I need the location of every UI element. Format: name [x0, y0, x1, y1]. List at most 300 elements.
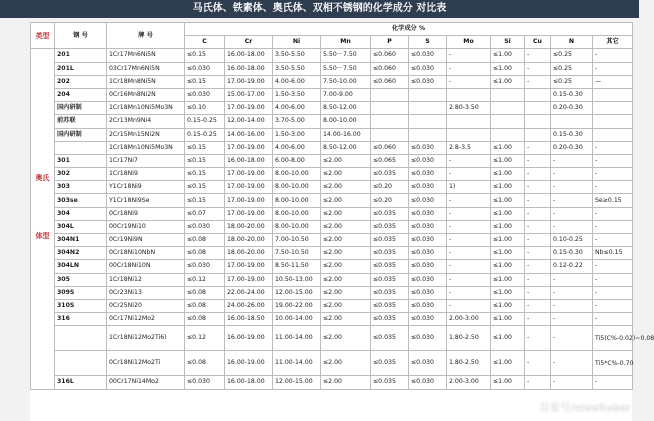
- value-cell: ≤1.00: [491, 168, 525, 181]
- brand-cell: 1Cr18Ni9: [107, 168, 185, 181]
- value-cell: ≤2.00: [321, 194, 371, 207]
- brand-cell: 1Cr18Ni12Mo2Ti6): [107, 326, 185, 351]
- value-cell: ≤2.00: [321, 234, 371, 247]
- value-cell: -: [551, 194, 593, 207]
- value-cell: [593, 115, 633, 128]
- value-cell: -: [447, 168, 491, 181]
- value-cell: -: [447, 154, 491, 167]
- value-cell: ≤0.030: [409, 75, 447, 88]
- value-cell: ≤2.00: [321, 220, 371, 233]
- value-cell: ≤0.060: [371, 49, 409, 62]
- value-cell: -: [551, 326, 593, 351]
- value-cell: 24.00-26.00: [225, 299, 273, 312]
- value-cell: ≤0.035: [371, 234, 409, 247]
- brand-cell: 00Cr18Ni10N: [107, 260, 185, 273]
- value-cell: [409, 115, 447, 128]
- value-cell: -: [593, 273, 633, 286]
- value-cell: ≤0.08: [185, 351, 225, 376]
- header-grade: 钢 号: [55, 23, 107, 49]
- grade-cell: 309S: [55, 286, 107, 299]
- value-cell: ≤0.030: [409, 273, 447, 286]
- value-cell: ≤0.20: [371, 181, 409, 194]
- value-cell: -: [593, 220, 633, 233]
- value-cell: 0.20-0.30: [551, 102, 593, 115]
- value-cell: ≤0.035: [371, 326, 409, 351]
- value-cell: -: [551, 351, 593, 376]
- brand-cell: 1Cr18Mn10Ni5Mo3N: [107, 141, 185, 154]
- value-cell: ≤0.035: [371, 220, 409, 233]
- header-element: Cr: [225, 36, 273, 49]
- table-row: [31, 220, 633, 233]
- value-cell: 2.8-3.5: [447, 141, 491, 154]
- value-cell: ≤0.08: [185, 247, 225, 260]
- value-cell: 8.00-10.00: [273, 168, 321, 181]
- value-cell: [371, 102, 409, 115]
- value-cell: 16.00-19.00: [225, 351, 273, 376]
- grade-cell: 304LN: [55, 260, 107, 273]
- value-cell: ≤0.030: [409, 154, 447, 167]
- value-cell: 10.00-14.00: [273, 313, 321, 326]
- header-type: 类型: [31, 23, 55, 49]
- value-cell: 7.00-10.50: [273, 234, 321, 247]
- value-cell: Nb≤0.15: [593, 247, 633, 260]
- table-row: [31, 247, 633, 260]
- value-cell: -: [525, 49, 551, 62]
- value-cell: 5.50－7.50: [321, 49, 371, 62]
- value-cell: ≤0.12: [185, 273, 225, 286]
- value-cell: 17.00-19.00: [225, 168, 273, 181]
- brand-cell: 2Cr13Mn9Ni4: [107, 115, 185, 128]
- value-cell: -: [525, 62, 551, 75]
- value-cell: ≤0.030: [409, 49, 447, 62]
- value-cell: ≤0.035: [371, 286, 409, 299]
- header-element: Cu: [525, 36, 551, 49]
- value-cell: 7.50-10.00: [321, 75, 371, 88]
- value-cell: ≤2.00: [321, 273, 371, 286]
- value-cell: -: [525, 168, 551, 181]
- header-element: Ni: [273, 36, 321, 49]
- brand-cell: 1Cr18Ni12: [107, 273, 185, 286]
- brand-cell: Y1Cr18Ni9Se: [107, 194, 185, 207]
- value-cell: -: [447, 75, 491, 88]
- value-cell: ≤0.15: [185, 194, 225, 207]
- value-cell: -: [525, 351, 551, 376]
- value-cell: -: [525, 207, 551, 220]
- brand-cell: 1Cr18Mn8Ni5N: [107, 75, 185, 88]
- value-cell: -: [447, 247, 491, 260]
- value-cell: -: [525, 220, 551, 233]
- value-cell: 8.50-11.50: [273, 260, 321, 273]
- value-cell: ≤2.00: [321, 168, 371, 181]
- value-cell: -: [525, 181, 551, 194]
- value-cell: [491, 115, 525, 128]
- value-cell: -: [551, 220, 593, 233]
- value-cell: -: [525, 313, 551, 326]
- value-cell: ≤1.00: [491, 376, 525, 389]
- value-cell: [593, 102, 633, 115]
- value-cell: -: [525, 154, 551, 167]
- value-cell: ≤1.00: [491, 141, 525, 154]
- table-row: [31, 88, 633, 101]
- header-element: C: [185, 36, 225, 49]
- value-cell: [551, 115, 593, 128]
- value-cell: ≤2.00: [321, 326, 371, 351]
- brand-cell: 0Cr25Ni20: [107, 299, 185, 312]
- table-row: [31, 286, 633, 299]
- value-cell: 18.00-20.00: [225, 220, 273, 233]
- value-cell: 8.00-10.00: [273, 194, 321, 207]
- value-cell: [409, 102, 447, 115]
- value-cell: 0.15-0.25: [185, 115, 225, 128]
- table-row: [31, 207, 633, 220]
- value-cell: ≤0.065: [371, 154, 409, 167]
- value-cell: 8.50-12.00: [321, 141, 371, 154]
- value-cell: -: [551, 376, 593, 389]
- value-cell: 4.00-6.00: [273, 75, 321, 88]
- table-row: [31, 234, 633, 247]
- value-cell: 8.50-12.00: [321, 102, 371, 115]
- value-cell: 12.00-15.00: [273, 376, 321, 389]
- value-cell: ≤0.15: [185, 181, 225, 194]
- value-cell: ≤0.10: [185, 102, 225, 115]
- value-cell: 3.50-5.50: [273, 62, 321, 75]
- value-cell: ≤0.08: [185, 313, 225, 326]
- value-cell: 2.00-3.00: [447, 376, 491, 389]
- brand-cell: 0Cr19Ni9N: [107, 234, 185, 247]
- value-cell: -: [593, 181, 633, 194]
- grade-cell: 国内研制: [55, 102, 107, 115]
- value-cell: ≤1.00: [491, 273, 525, 286]
- value-cell: -: [551, 168, 593, 181]
- value-cell: -: [525, 194, 551, 207]
- value-cell: 0.15-0.25: [185, 128, 225, 141]
- composition-sheet: [30, 22, 654, 421]
- grade-cell: 316L: [55, 376, 107, 389]
- value-cell: [409, 88, 447, 101]
- value-cell: ≤0.25: [551, 49, 593, 62]
- table-row: [31, 168, 633, 181]
- table-row: [31, 260, 633, 273]
- value-cell: [491, 128, 525, 141]
- grade-cell: 202: [55, 75, 107, 88]
- value-cell: ≤1.00: [491, 194, 525, 207]
- value-cell: 12.00-14.00: [225, 115, 273, 128]
- header-element: Mo: [447, 36, 491, 49]
- value-cell: ≤0.030: [409, 207, 447, 220]
- value-cell: ≤1.00: [491, 49, 525, 62]
- brand-cell: Y1Cr18Ni9: [107, 181, 185, 194]
- value-cell: 1.80-2.50: [447, 351, 491, 376]
- table-row: [31, 313, 633, 326]
- value-cell: -: [551, 154, 593, 167]
- value-cell: -: [593, 260, 633, 273]
- table-row: [31, 75, 633, 88]
- value-cell: 17.00-19.00: [225, 75, 273, 88]
- value-cell: 7.50-10.50: [273, 247, 321, 260]
- value-cell: ≤0.060: [371, 141, 409, 154]
- value-cell: 0.15-0.30: [551, 247, 593, 260]
- value-cell: 16.00-19.00: [225, 326, 273, 351]
- value-cell: ≤0.030: [409, 62, 447, 75]
- header-element: N: [551, 36, 593, 49]
- grade-cell: 303: [55, 181, 107, 194]
- value-cell: 1.50-3.50: [273, 88, 321, 101]
- value-cell: -: [593, 234, 633, 247]
- value-cell: -: [525, 299, 551, 312]
- value-cell: 17.00-19.00: [225, 207, 273, 220]
- value-cell: ≤0.15: [185, 154, 225, 167]
- value-cell: 0.10-0.25: [551, 234, 593, 247]
- value-cell: ≤0.20: [371, 194, 409, 207]
- brand-cell: 0Cr18Ni12Mo2Ti: [107, 351, 185, 376]
- value-cell: 2.00-3.00: [447, 313, 491, 326]
- value-cell: 18.00-20.00: [225, 234, 273, 247]
- value-cell: 16.00-18.00: [225, 154, 273, 167]
- value-cell: -: [593, 154, 633, 167]
- value-cell: -: [525, 75, 551, 88]
- grade-cell: 301: [55, 154, 107, 167]
- value-cell: -: [593, 49, 633, 62]
- value-cell: [371, 115, 409, 128]
- value-cell: -: [593, 62, 633, 75]
- grade-cell: [55, 326, 107, 351]
- value-cell: ≤2.00: [321, 351, 371, 376]
- value-cell: ≤2.00: [321, 154, 371, 167]
- table-row: [31, 351, 633, 376]
- value-cell: 0.12-0.22: [551, 260, 593, 273]
- value-cell: -: [525, 286, 551, 299]
- table-row: [31, 376, 633, 389]
- value-cell: -: [593, 299, 633, 312]
- brand-cell: 1Cr17Ni7: [107, 154, 185, 167]
- value-cell: ≤1.00: [491, 260, 525, 273]
- table-row: [31, 128, 633, 141]
- value-cell: 3.70-5.00: [273, 115, 321, 128]
- value-cell: ≤2.00: [321, 313, 371, 326]
- value-cell: -: [525, 247, 551, 260]
- brand-cell: 1Cr17Mn6Ni5N: [107, 49, 185, 62]
- value-cell: ≤0.035: [371, 376, 409, 389]
- value-cell: ≤2.00: [321, 299, 371, 312]
- value-cell: -: [551, 313, 593, 326]
- value-cell: 10.50-13.00: [273, 273, 321, 286]
- value-cell: ≤1.00: [491, 75, 525, 88]
- grade-cell: 国内研制: [55, 128, 107, 141]
- value-cell: ≤0.030: [409, 286, 447, 299]
- grade-cell: 304: [55, 207, 107, 220]
- value-cell: 8.00-10.00: [321, 115, 371, 128]
- value-cell: ≤0.060: [371, 75, 409, 88]
- value-cell: ≤0.035: [371, 299, 409, 312]
- value-cell: 1.50-3.00: [273, 128, 321, 141]
- value-cell: ≤0.030: [409, 181, 447, 194]
- value-cell: ≤0.030: [409, 299, 447, 312]
- value-cell: -: [447, 273, 491, 286]
- value-cell: -: [447, 194, 491, 207]
- value-cell: 18.00-20.00: [225, 247, 273, 260]
- value-cell: 16.00-18.00: [225, 62, 273, 75]
- header-composition: 化学成分 %: [185, 23, 633, 36]
- value-cell: Ti5*C%-0.70: [593, 351, 633, 376]
- value-cell: -: [525, 326, 551, 351]
- value-cell: -: [551, 299, 593, 312]
- value-cell: ≤0.030: [409, 194, 447, 207]
- composition-table: [30, 22, 654, 390]
- value-cell: [447, 128, 491, 141]
- header-element: P: [371, 36, 409, 49]
- value-cell: 7.00-9.00: [321, 88, 371, 101]
- value-cell: ≤0.030: [185, 88, 225, 101]
- table-row: [31, 299, 633, 312]
- value-cell: ≤1.00: [491, 234, 525, 247]
- value-cell: -: [447, 260, 491, 273]
- value-cell: ≤1.00: [491, 351, 525, 376]
- value-cell: -: [593, 286, 633, 299]
- value-cell: 8.00-10.00: [273, 207, 321, 220]
- value-cell: -: [593, 207, 633, 220]
- value-cell: [447, 88, 491, 101]
- value-cell: ≤1.00: [491, 62, 525, 75]
- value-cell: ≤0.030: [409, 247, 447, 260]
- header-element: S: [409, 36, 447, 49]
- value-cell: 1.80-2.50: [447, 326, 491, 351]
- value-cell: 22.00-24.00: [225, 286, 273, 299]
- value-cell: ≤0.035: [371, 260, 409, 273]
- value-cell: -: [525, 234, 551, 247]
- brand-cell: 2Cr15Mn15Ni2N: [107, 128, 185, 141]
- value-cell: 17.00-19.00: [225, 273, 273, 286]
- value-cell: ≤1.00: [491, 286, 525, 299]
- value-cell: [371, 88, 409, 101]
- value-cell: ≤1.00: [491, 181, 525, 194]
- value-cell: —: [593, 75, 633, 88]
- value-cell: [593, 88, 633, 101]
- table-row: [31, 194, 633, 207]
- value-cell: ≤0.15: [185, 168, 225, 181]
- value-cell: ≤0.060: [371, 62, 409, 75]
- page-title: 马氏体、铁素体、奥氏体、双相不锈钢的化学成分 对比表: [0, 0, 639, 18]
- value-cell: ≤0.030: [409, 376, 447, 389]
- value-cell: ≤2.00: [321, 207, 371, 220]
- value-cell: Ti5(C%-0.02)~0.08: [593, 326, 633, 351]
- value-cell: ≤0.12: [185, 326, 225, 351]
- value-cell: ≤0.035: [371, 207, 409, 220]
- grade-cell: 305: [55, 273, 107, 286]
- value-cell: ≤0.030: [185, 376, 225, 389]
- value-cell: 4.00-6.00: [273, 102, 321, 115]
- brand-cell: 00Cr17Ni14Mo2: [107, 376, 185, 389]
- value-cell: 17.00-19.00: [225, 260, 273, 273]
- value-cell: 0.15-0.30: [551, 88, 593, 101]
- value-cell: ≤0.030: [185, 220, 225, 233]
- grade-cell: 前苏联: [55, 115, 107, 128]
- value-cell: 16.00-18.00: [225, 376, 273, 389]
- value-cell: -: [551, 286, 593, 299]
- value-cell: ≤0.030: [185, 62, 225, 75]
- value-cell: ≤0.035: [371, 168, 409, 181]
- value-cell: 2.80-3.50: [447, 102, 491, 115]
- value-cell: 12.00-15.00: [273, 286, 321, 299]
- brand-cell: 0Cr18Ni10NbN: [107, 247, 185, 260]
- value-cell: -: [447, 220, 491, 233]
- brand-cell: 1Cr18Mn10Ni5Mo3N: [107, 102, 185, 115]
- grade-cell: 304N2: [55, 247, 107, 260]
- value-cell: 0.20-0.30: [551, 141, 593, 154]
- value-cell: ≤2.00: [321, 247, 371, 260]
- value-cell: 17.00-19.00: [225, 141, 273, 154]
- value-cell: 16.00-18.00: [225, 49, 273, 62]
- value-cell: ≤0.030: [409, 234, 447, 247]
- table-row: [31, 62, 633, 75]
- value-cell: [491, 88, 525, 101]
- value-cell: ≤0.030: [409, 168, 447, 181]
- value-cell: -: [593, 168, 633, 181]
- value-cell: -: [447, 207, 491, 220]
- value-cell: [409, 128, 447, 141]
- table-row: [31, 115, 633, 128]
- value-cell: ≤0.035: [371, 351, 409, 376]
- value-cell: ≤0.035: [371, 273, 409, 286]
- value-cell: ≤0.030: [409, 326, 447, 351]
- grade-cell: 304N1: [55, 234, 107, 247]
- table-row: [31, 49, 633, 62]
- value-cell: [525, 128, 551, 141]
- grade-cell: [55, 351, 107, 376]
- header-element: Si: [491, 36, 525, 49]
- value-cell: -: [447, 49, 491, 62]
- grade-cell: 316: [55, 313, 107, 326]
- value-cell: 17.00-19.00: [225, 102, 273, 115]
- value-cell: 6.00-8.00: [273, 154, 321, 167]
- value-cell: 14.00-16.00: [321, 128, 371, 141]
- table-row: [31, 273, 633, 286]
- table-row: [31, 102, 633, 115]
- value-cell: 11.00-14.00: [273, 351, 321, 376]
- value-cell: ≤0.08: [185, 299, 225, 312]
- value-cell: ≤0.15: [185, 75, 225, 88]
- grade-cell: [55, 141, 107, 154]
- grade-cell: 201: [55, 49, 107, 62]
- value-cell: ≤2.00: [321, 286, 371, 299]
- value-cell: ≤0.030: [409, 260, 447, 273]
- value-cell: -: [447, 234, 491, 247]
- header-brand: 牌 号: [107, 23, 185, 49]
- value-cell: ≤1.00: [491, 220, 525, 233]
- header-element: 其它: [593, 36, 633, 49]
- value-cell: 0.15-0.30: [551, 128, 593, 141]
- value-cell: ≤1.00: [491, 326, 525, 351]
- brand-cell: 03Cr17Mn6Ni5N: [107, 62, 185, 75]
- value-cell: [525, 88, 551, 101]
- value-cell: ≤0.25: [551, 75, 593, 88]
- type-label: 奥氏体型: [31, 49, 55, 389]
- value-cell: -: [447, 286, 491, 299]
- value-cell: 17.00-19.00: [225, 194, 273, 207]
- table-row: [31, 181, 633, 194]
- watermark: 百家号/steeltuber: [539, 403, 631, 414]
- brand-cell: 0Cr18Ni9: [107, 207, 185, 220]
- value-cell: ≤0.25: [551, 62, 593, 75]
- value-cell: ≤0.030: [409, 351, 447, 376]
- value-cell: -: [593, 141, 633, 154]
- grade-cell: 310S: [55, 299, 107, 312]
- value-cell: ≤0.035: [371, 313, 409, 326]
- value-cell: [593, 128, 633, 141]
- grade-cell: 303se: [55, 194, 107, 207]
- value-cell: ≤0.030: [185, 260, 225, 273]
- value-cell: -: [447, 62, 491, 75]
- value-cell: ≤1.00: [491, 247, 525, 260]
